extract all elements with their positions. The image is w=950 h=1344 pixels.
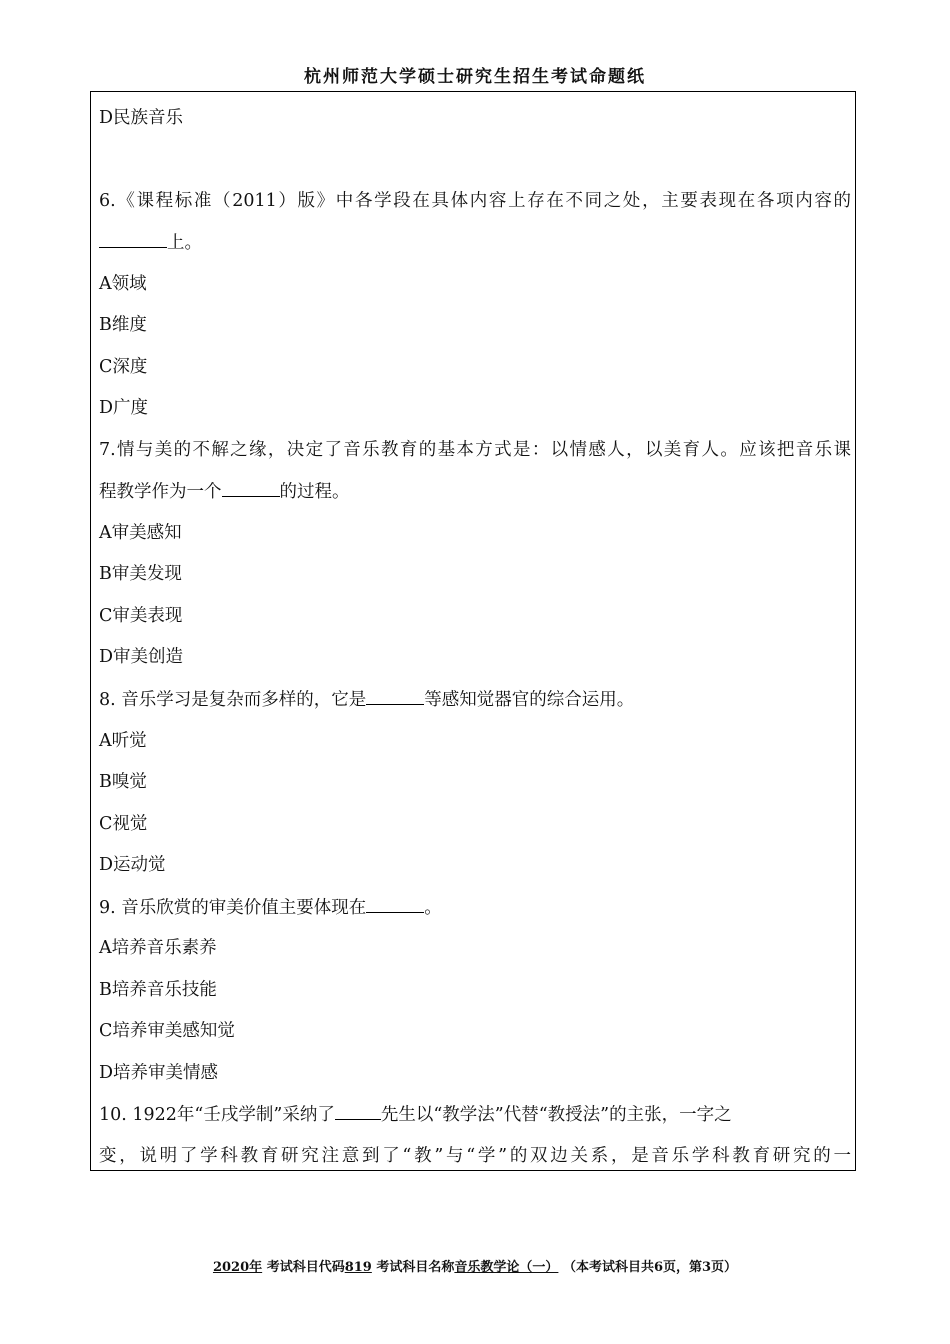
q6-option: C深度 (99, 357, 148, 377)
q7-option: B审美发现 (99, 564, 182, 584)
q7-stem-tail: 的过程。 (279, 482, 350, 502)
q9-stem-tail: 。 (424, 898, 442, 918)
footer-code: 819 (344, 1260, 372, 1275)
q5-option-d: D民族音乐 (99, 108, 184, 128)
q8-option: A听觉 (99, 731, 147, 751)
footer-subject-name: 音乐教学论（一） (454, 1260, 559, 1275)
q7-stem-line1: 7.情与美的不解之缘，决定了音乐教育的基本方式是：以情感人，以美育人。应该把音乐课 (99, 440, 851, 460)
q8-option: B嗅觉 (99, 772, 147, 792)
q8-answer-blank (366, 687, 424, 705)
page-header-title: 杭州师范大学硕士研究生招生考试命题纸 (304, 67, 646, 87)
q7-option: C审美表现 (99, 606, 183, 626)
q6-option: A领域 (99, 274, 147, 294)
q9-option: A培养音乐素养 (99, 938, 217, 958)
q10-answer-blank (335, 1102, 381, 1120)
q10-stem-head: 10. 1922年“壬戌学制”采纳了 (99, 1105, 335, 1125)
q10-stem-line2: 变，说明了学科教育研究注意到了“教”与“学”的双边关系，是音乐学科教育研究的一 (99, 1146, 851, 1166)
q10-stem-line1 (99, 1102, 851, 1127)
q9-option: C培养审美感知觉 (99, 1021, 235, 1041)
q7-answer-blank (222, 479, 280, 497)
q8-stem (99, 687, 851, 712)
q7-stem-head: 程教学作为一个 (99, 482, 222, 502)
footer-code-label: 考试科目代码 (266, 1260, 345, 1275)
q6-answer-blank (99, 230, 167, 248)
q8-option: D运动觉 (99, 855, 166, 875)
q9-stem-head: 9. 音乐欣赏的审美价值主要体现在 (99, 898, 367, 918)
footer-page-info: （本考试科目共6页，第3页） (562, 1260, 738, 1275)
q6-stem-line2 (99, 230, 851, 255)
exam-content-frame (90, 91, 856, 1171)
q6-option: B维度 (99, 315, 147, 335)
q7-option: D审美创造 (99, 647, 184, 667)
q6-stem-line1: 6.《课程标准（2011）版》中各学段在具体内容上存在不同之处，主要表现在各项内容的 (99, 191, 851, 211)
q9-option: B培养音乐技能 (99, 980, 217, 1000)
q7-stem-line2 (99, 479, 851, 504)
q6-stem-tail: 上。 (167, 233, 202, 253)
footer-year: 2020年 (212, 1260, 263, 1275)
q8-option: C视觉 (99, 814, 148, 834)
q9-stem (99, 895, 851, 920)
q6-option: D广度 (99, 398, 149, 418)
q10-stem-tail: 先生以“教学法”代替“教授法”的主张，一字之 (380, 1105, 732, 1125)
q9-answer-blank (366, 895, 424, 913)
footer-name-label: 考试科目名称 (376, 1260, 455, 1275)
q8-stem-head: 8. 音乐学习是复杂而多样的，它是 (99, 690, 367, 710)
q8-stem-tail: 等感知觉器官的综合运用。 (424, 690, 635, 710)
page-footer (0, 1256, 950, 1275)
q9-option: D培养审美情感 (99, 1063, 219, 1083)
q7-option: A审美感知 (99, 523, 182, 543)
